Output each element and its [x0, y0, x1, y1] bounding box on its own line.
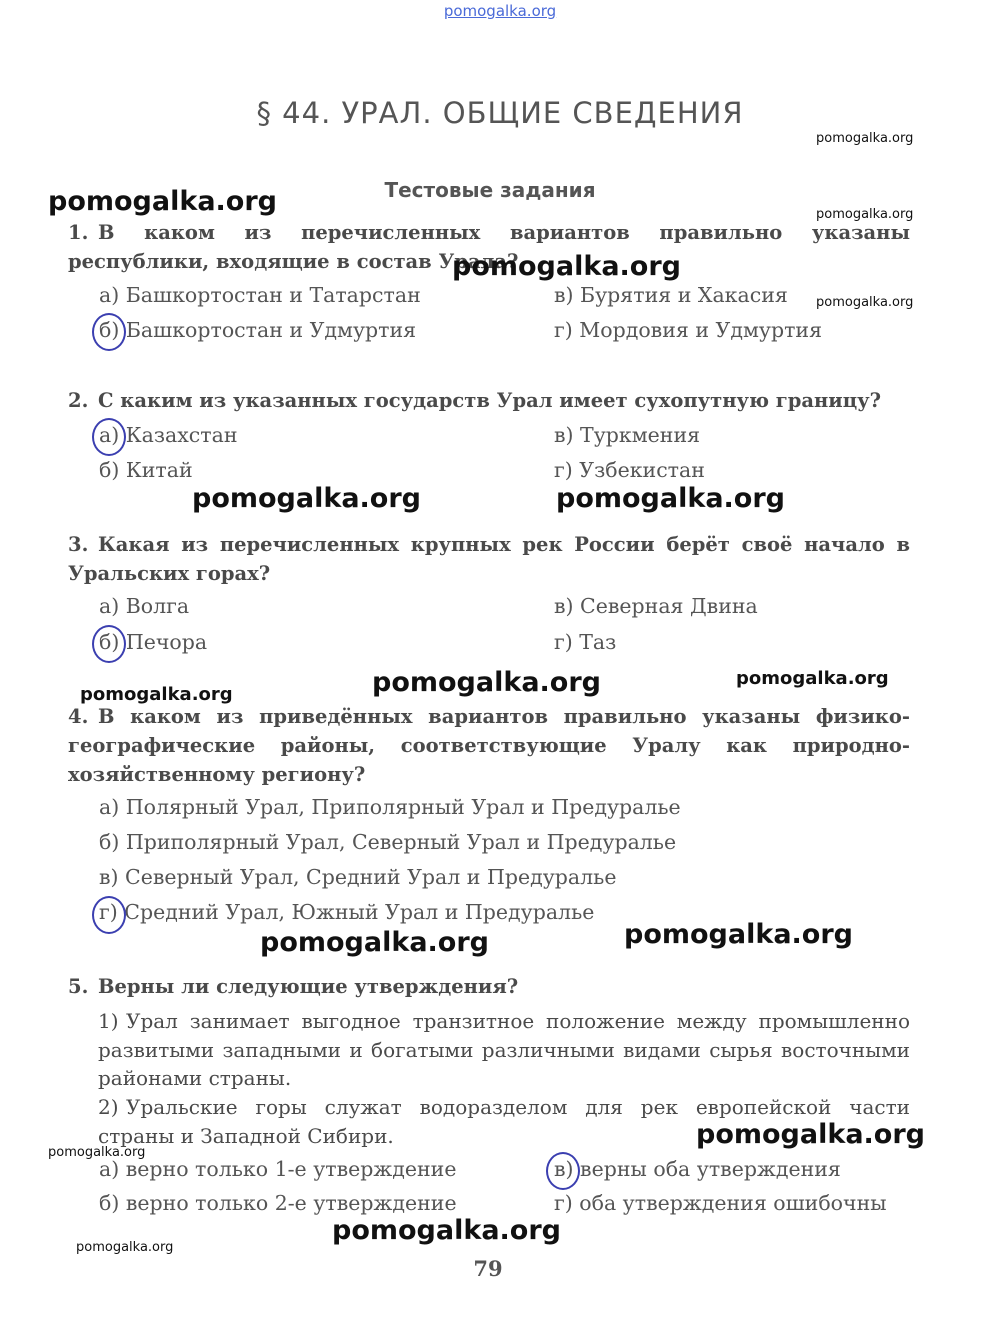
- statement-text: Уральские горы служат водоразделом для рек европейской части страны и Западной Сибири.: [98, 1095, 910, 1148]
- question-text: В каком из приведённых вариантов правильно указаны физико-географические районы, соответствующие Уралу как природно-хозяйственному региону?: [68, 705, 910, 786]
- watermark: pomogalka.org: [76, 1240, 174, 1255]
- section-subtitle: Тестовые задания: [384, 178, 596, 202]
- question-number: 3.: [68, 533, 89, 556]
- watermark: pomogalka.org: [332, 1215, 561, 1246]
- option-1g: г) Мордовия и Удмуртия: [554, 318, 823, 342]
- option-2b: б) Китай: [99, 458, 193, 482]
- option-3a: а) Волга: [99, 594, 190, 618]
- question-text: Какая из перечисленных крупных рек России берёт своё начало в Уральских горах?: [68, 533, 910, 585]
- question-number: 5.: [68, 975, 89, 998]
- question-5: [68, 972, 910, 1001]
- option-5v: в) верны оба утверждения: [554, 1157, 841, 1181]
- option-3v: в) Северная Двина: [554, 594, 758, 618]
- option-1a: а) Башкортостан и Татарстан: [99, 283, 421, 307]
- watermark: pomogalka.org: [816, 207, 914, 222]
- option-1v: в) Бурятия и Хакасия: [554, 283, 788, 307]
- answer-mark: [92, 896, 126, 934]
- option-3g: г) Таз: [554, 630, 617, 654]
- option-5g: г) оба утверждения ошибочны: [554, 1191, 887, 1215]
- watermark: pomogalka.org: [736, 668, 889, 689]
- question-3: [68, 530, 910, 588]
- watermark: pomogalka.org: [80, 684, 233, 705]
- question-number: 2.: [68, 389, 89, 412]
- statement-number: 2): [98, 1095, 119, 1119]
- answer-mark: [92, 313, 126, 351]
- option-5b: б) верно только 2-е утверждение: [99, 1191, 457, 1215]
- statement-number: 1): [98, 1009, 119, 1033]
- top-watermark: pomogalka.org: [443, 2, 557, 20]
- answer-mark: [92, 625, 126, 663]
- question-text: Верны ли следующие утверждения?: [98, 975, 519, 998]
- question-number: 4.: [68, 705, 89, 728]
- question-2: [68, 386, 910, 415]
- answer-mark: [92, 418, 126, 456]
- page-title: § 44. УРАЛ. ОБЩИЕ СВЕДЕНИЯ: [256, 96, 744, 130]
- watermark: pomogalka.org: [372, 667, 601, 698]
- question-4: [68, 702, 910, 789]
- watermark: pomogalka.org: [556, 483, 785, 514]
- option-3b: б) Печора: [99, 630, 208, 654]
- watermark: pomogalka.org: [192, 483, 421, 514]
- page-number: 79: [473, 1256, 503, 1281]
- option-1b: б) Башкортостан и Удмуртия: [99, 318, 417, 342]
- question-number: 1.: [68, 221, 89, 244]
- watermark: pomogalka.org: [624, 919, 853, 950]
- option-2v: в) Туркмения: [554, 423, 701, 447]
- watermark: pomogalka.org: [48, 186, 277, 217]
- option-5a: а) верно только 1-е утверждение: [99, 1157, 457, 1181]
- watermark: pomogalka.org: [816, 295, 914, 310]
- question-text: В каком из перечисленных вариантов правильно указаны республики, входящие в состав Урала?: [68, 221, 910, 273]
- option-2a: а) Казахстан: [99, 423, 238, 447]
- watermark: pomogalka.org: [260, 927, 489, 958]
- statement-1: [98, 1007, 910, 1093]
- watermark: pomogalka.org: [452, 251, 681, 282]
- watermark: pomogalka.org: [48, 1145, 146, 1160]
- option-4b: б) Приполярный Урал, Северный Урал и Предуралье: [99, 830, 677, 854]
- option-4g: г) Средний Урал, Южный Урал и Предуралье: [99, 900, 595, 924]
- answer-mark: [546, 1152, 580, 1190]
- question-text: С каким из указанных государств Урал имеет сухопутную границу?: [98, 389, 882, 412]
- option-2g: г) Узбекистан: [554, 458, 705, 482]
- option-4a: а) Полярный Урал, Приполярный Урал и Предуралье: [99, 795, 681, 819]
- watermark: pomogalka.org: [816, 131, 914, 146]
- option-4v: в) Северный Урал, Средний Урал и Предуралье: [99, 865, 617, 889]
- watermark: pomogalka.org: [696, 1119, 925, 1150]
- statement-text: Урал занимает выгодное транзитное положение между промышленно развитыми западными и богатыми различными видами сырья восточными районами страны.: [98, 1009, 910, 1090]
